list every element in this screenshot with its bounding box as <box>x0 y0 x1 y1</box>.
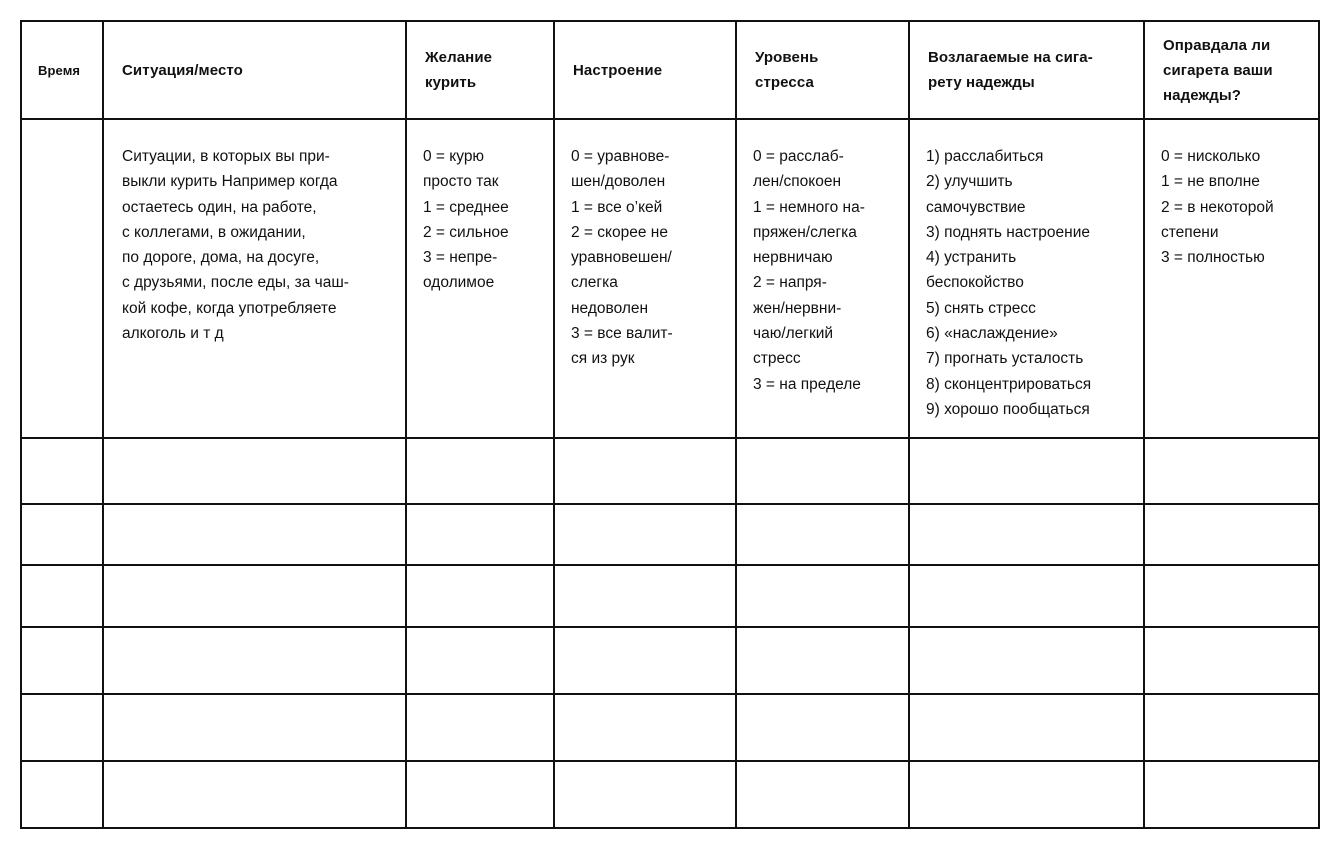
legend-stress-line: нервничаю <box>753 249 833 267</box>
legend-desire-line: просто так <box>423 173 499 191</box>
legend-situation-line: кой кофе, когда употребляете <box>122 299 337 317</box>
legend-hopes-line: 1) расслабиться <box>926 148 1044 165</box>
header-stress <box>736 21 909 119</box>
table-row <box>21 761 1319 828</box>
cell-justified <box>1144 761 1319 828</box>
cell-desire <box>406 504 554 565</box>
legend-desire-line: 0 = курю <box>423 148 485 165</box>
cell-situation <box>103 565 406 627</box>
legend-stress-line: жен/нервни- <box>753 299 842 317</box>
cell-desire <box>406 438 554 504</box>
legend-hopes-line: 8) сконцентрироваться <box>926 375 1092 393</box>
legend-situation-cell <box>103 119 406 438</box>
smoking-diary-table <box>20 20 1320 829</box>
legend-situation-line: остаетесь один, на работе, <box>122 198 317 216</box>
cell-mood <box>554 438 736 504</box>
legend-hopes-line: 7) прогнать усталость <box>926 350 1084 368</box>
cell-mood <box>554 504 736 565</box>
legend-stress-line: чаю/легкий <box>753 325 834 343</box>
cell-hopes <box>909 565 1144 627</box>
legend-situation-line: с коллегами, в ожидании, <box>122 223 306 241</box>
legend-desire-cell <box>406 119 554 438</box>
header-row <box>21 21 1319 119</box>
cell-mood <box>554 565 736 627</box>
legend-mood-line: слегка <box>571 274 618 292</box>
legend-mood-line: ся из рук <box>571 350 635 368</box>
cell-desire <box>406 627 554 694</box>
header-mood <box>554 21 736 119</box>
legend-hopes-line: 9) хорошо пообщаться <box>926 400 1090 418</box>
header-justified-line: сигарета ваши <box>1163 61 1273 79</box>
header-situation-label: Ситуация/место <box>122 61 243 79</box>
header-time <box>21 21 103 119</box>
legend-time-cell <box>21 119 103 438</box>
cell-mood <box>554 694 736 761</box>
table-row <box>21 438 1319 504</box>
cell-stress <box>736 694 909 761</box>
table-row <box>21 565 1319 627</box>
legend-desire-line: одолимое <box>423 274 495 292</box>
header-hopes-line: Возлагаемые на сига- <box>928 49 1093 66</box>
legend-hopes-line: 4) устранить <box>926 249 1017 267</box>
cell-stress <box>736 627 909 694</box>
legend-justified-cell <box>1144 119 1319 438</box>
legend-hopes-line: самочувствие <box>926 198 1026 216</box>
legend-hopes-line: 6) «наслаждение» <box>926 325 1058 343</box>
legend-justified-line: 3 = полностью <box>1161 249 1265 267</box>
header-justified-line: Оправдала ли <box>1163 36 1271 54</box>
header-desire-line: курить <box>425 74 477 91</box>
legend-situation-line: Ситуации, в которых вы при- <box>122 148 330 165</box>
header-hopes <box>909 21 1144 119</box>
cell-desire <box>406 761 554 828</box>
cell-mood <box>554 761 736 828</box>
cell-time <box>21 565 103 627</box>
legend-row <box>21 119 1319 438</box>
cell-situation <box>103 694 406 761</box>
cell-justified <box>1144 627 1319 694</box>
table-row <box>21 504 1319 565</box>
header-desire <box>406 21 554 119</box>
cell-time <box>21 438 103 504</box>
cell-mood <box>554 627 736 694</box>
cell-hopes <box>909 438 1144 504</box>
legend-justified-line: степени <box>1161 223 1219 241</box>
cell-time <box>21 504 103 565</box>
legend-stress-line: 0 = расслаб- <box>753 148 844 165</box>
cell-justified <box>1144 694 1319 761</box>
legend-justified-line: 1 = не вполне <box>1161 173 1260 191</box>
cell-hopes <box>909 761 1144 828</box>
legend-situation-line: с друзьями, после еды, за чаш- <box>122 274 349 292</box>
cell-situation <box>103 627 406 694</box>
legend-stress-line: стресс <box>753 350 801 368</box>
legend-mood-line: шен/доволен <box>571 173 666 191</box>
header-stress-line: стресса <box>755 74 814 91</box>
cell-time <box>21 627 103 694</box>
smoking-diary-sheet <box>20 20 1318 827</box>
legend-situation-line: выкли курить Например когда <box>122 173 338 191</box>
legend-stress-line: лен/спокоен <box>753 173 842 191</box>
legend-hopes-cell <box>909 119 1144 438</box>
cell-situation <box>103 504 406 565</box>
cell-hopes <box>909 694 1144 761</box>
legend-mood-line: 3 = все валит- <box>571 325 673 343</box>
cell-hopes <box>909 504 1144 565</box>
legend-hopes-line: беспокойство <box>926 274 1024 292</box>
cell-stress <box>736 565 909 627</box>
legend-mood-line: 1 = все о’кей <box>571 198 663 216</box>
cell-time <box>21 694 103 761</box>
header-justified <box>1144 21 1319 119</box>
legend-desire-line: 1 = среднее <box>423 198 509 216</box>
legend-stress-line: пряжен/слегка <box>753 223 857 241</box>
header-hopes-line: рету надежды <box>928 74 1035 91</box>
header-mood-label: Настроение <box>573 61 663 79</box>
legend-justified-line: 2 = в некоторой <box>1161 198 1274 216</box>
legend-mood-cell <box>554 119 736 438</box>
legend-stress-line: 1 = немного на- <box>753 198 865 216</box>
cell-stress <box>736 438 909 504</box>
legend-hopes-line: 5) снять стресс <box>926 299 1036 317</box>
header-justified-line: надежды? <box>1163 86 1241 104</box>
header-desire-line: Желание <box>425 49 493 66</box>
legend-mood-line: 0 = уравнове- <box>571 148 670 165</box>
cell-desire <box>406 694 554 761</box>
header-time-label: Время <box>38 62 81 78</box>
legend-hopes-line: 2) улучшить <box>926 173 1013 191</box>
legend-mood-line: уравновешен/ <box>571 249 672 267</box>
table-row <box>21 694 1319 761</box>
cell-desire <box>406 565 554 627</box>
legend-stress-line: 3 = на пределе <box>753 375 861 393</box>
cell-justified <box>1144 504 1319 565</box>
legend-mood-line: недоволен <box>571 299 649 317</box>
legend-stress-cell <box>736 119 909 438</box>
cell-situation <box>103 438 406 504</box>
cell-time <box>21 761 103 828</box>
legend-stress-line: 2 = напря- <box>753 274 827 292</box>
cell-justified <box>1144 438 1319 504</box>
cell-justified <box>1144 565 1319 627</box>
legend-desire-line: 3 = непре- <box>423 249 498 267</box>
legend-hopes-line: 3) поднять настроение <box>926 223 1090 241</box>
legend-situation-line: по дороге, дома, на досуге, <box>122 249 320 267</box>
legend-justified-line: 0 = нисколько <box>1161 148 1261 165</box>
legend-mood-line: 2 = скорее не <box>571 223 668 241</box>
header-stress-line: Уровень <box>755 49 819 66</box>
legend-situation-line: алкоголь и т д <box>122 325 224 343</box>
table-row <box>21 627 1319 694</box>
cell-situation <box>103 761 406 828</box>
legend-desire-line: 2 = сильное <box>423 223 509 241</box>
cell-hopes <box>909 627 1144 694</box>
cell-stress <box>736 504 909 565</box>
header-situation <box>103 21 406 119</box>
cell-stress <box>736 761 909 828</box>
